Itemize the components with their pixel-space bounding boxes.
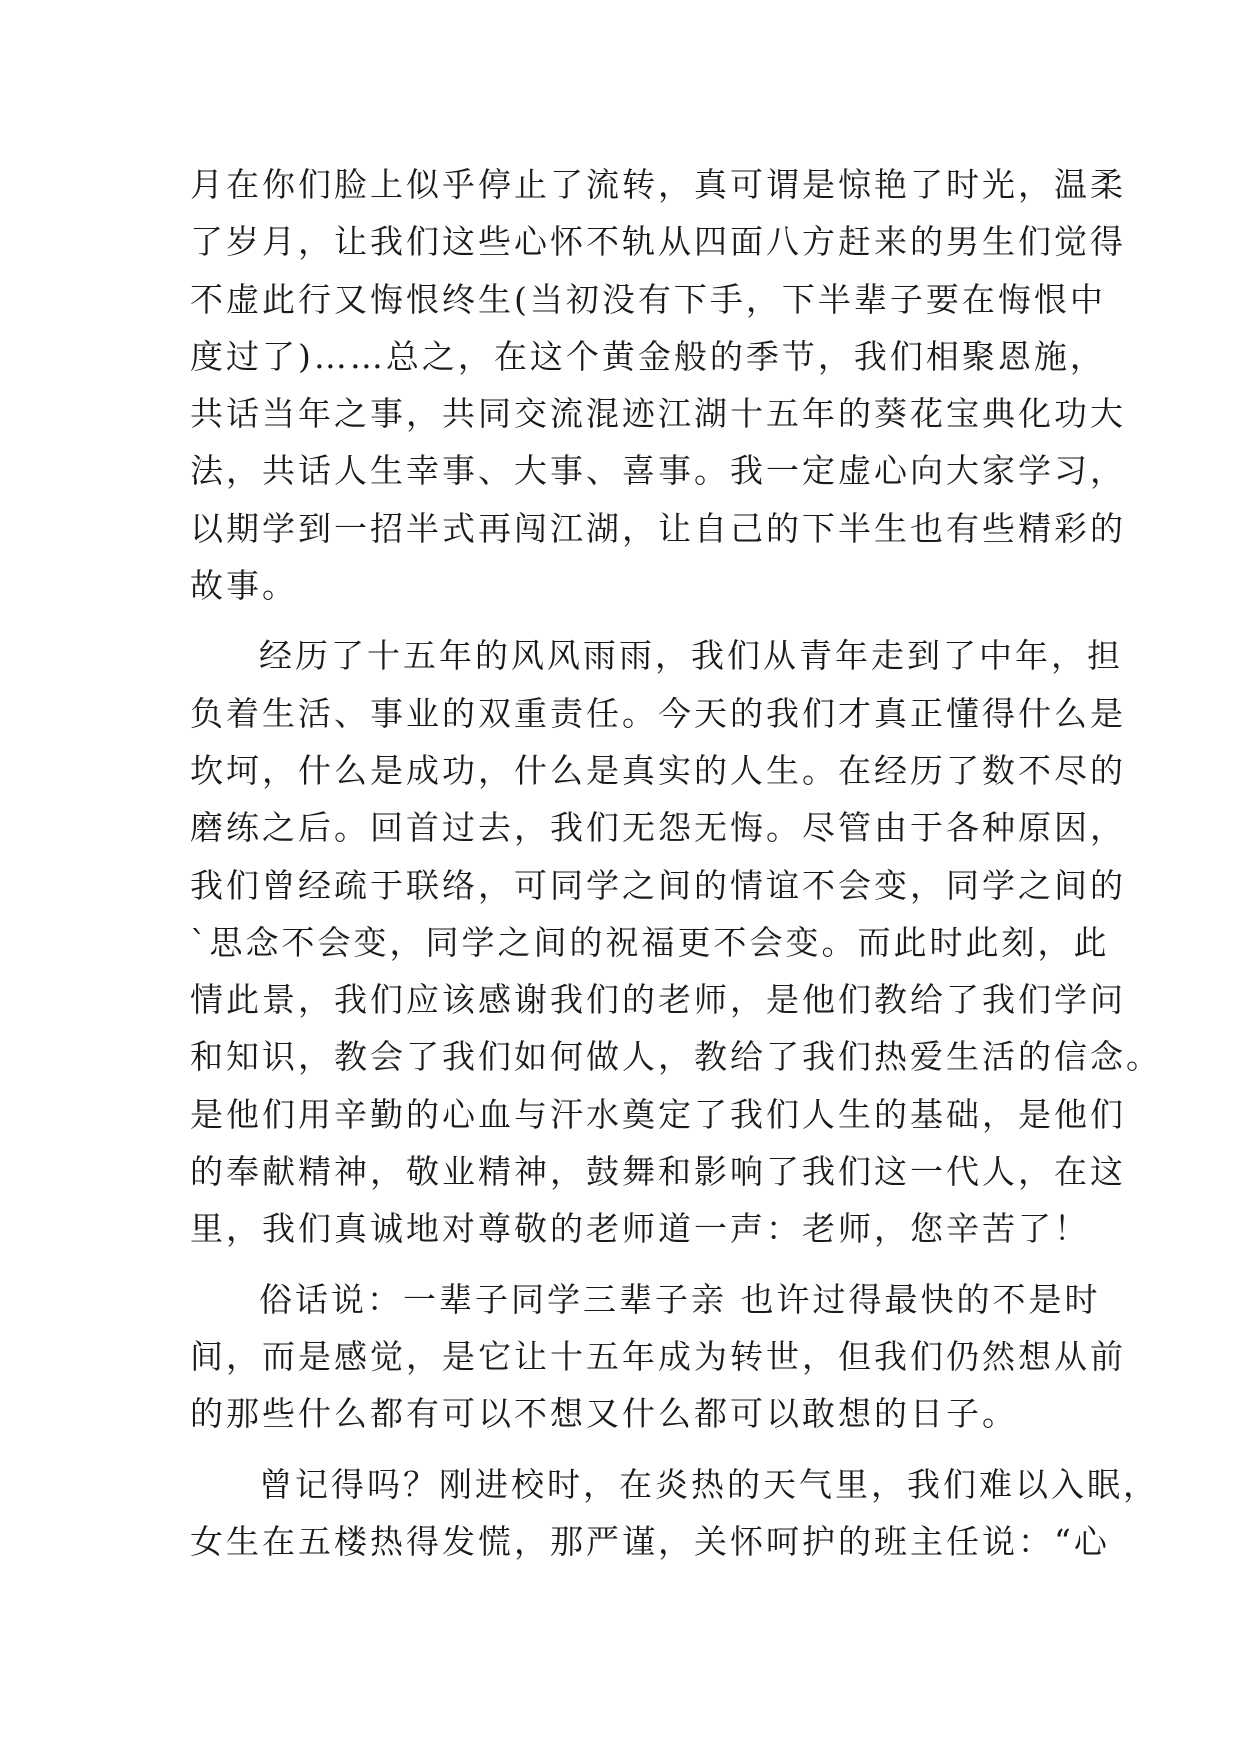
text-line: 磨练之后。回首过去，我们无怨无悔。尽管由于各种原因，	[190, 808, 1126, 848]
text-line: 月在你们脸上似乎停止了流转，真可谓是惊艳了时光，温柔	[190, 165, 1126, 204]
text-line: 的奉献精神，敬业精神，鼓舞和影响了我们这一代人，在这	[190, 1152, 1126, 1192]
paragraph	[190, 156, 1126, 614]
text-line: `思念不会变，同学之间的祝福更不会变。而此时此刻，此	[190, 922, 1110, 962]
text-line: 共话当年之事，共同交流混迹江湖十五年的葵花宝典化功大	[190, 394, 1126, 434]
text-line: 度过了)……总之，在这个黄金般的季节，我们相聚恩施，	[190, 336, 1106, 376]
text-line: 俗话说：一辈子同学三辈子亲 也许过得最快的不是时	[259, 1279, 1101, 1319]
paragraph-spacing	[190, 1258, 1060, 1271]
paragraph	[190, 1271, 1126, 1443]
text-line: 是他们用辛勤的心血与汗水奠定了我们人生的基础，是他们	[190, 1094, 1126, 1134]
text-line: 坎坷，什么是成功，什么是真实的人生。在经历了数不尽的	[190, 750, 1126, 790]
text-line: 和知识，教会了我们如何做人，教给了我们热爱生活的信念。	[190, 1037, 1162, 1077]
paragraph	[190, 627, 1162, 1257]
text-line: 里，我们真诚地对尊敬的老师道一声：老师，您辛苦了！	[190, 1209, 1090, 1249]
text-line: 女生在五楼热得发慌，那严谨，关怀呵护的班主任说：“心	[190, 1521, 1110, 1561]
text-line: 我们曾经疏于联络，可同学之间的情谊不会变，同学之间的	[190, 865, 1126, 905]
paragraph-spacing	[190, 614, 1060, 627]
document-body	[190, 156, 1162, 1570]
text-line: 法，共话人生幸事、大事、喜事。我一定虚心向大家学习，	[190, 451, 1126, 491]
text-line: 故事。	[190, 566, 298, 606]
text-line: 以期学到一招半式再闯江湖，让自己的下半生也有些精彩的	[190, 508, 1126, 548]
text-line: 情此景，我们应该感谢我们的老师，是他们教给了我们学问	[190, 980, 1126, 1020]
text-line: 负着生活、事业的双重责任。今天的我们才真正懂得什么是	[190, 693, 1126, 733]
text-line: 曾记得吗？刚进校时，在炎热的天气里，我们难以入眠，	[259, 1464, 1159, 1504]
text-line: 了岁月，让我们这些心怀不轨从四面八方赶来的男生们觉得	[190, 222, 1126, 262]
paragraph-spacing	[190, 1443, 1060, 1456]
text-line: 不虚此行又悔恨终生(当初没有下手，下半辈子要在悔恨中	[190, 279, 1106, 319]
text-line: 经历了十五年的风风雨雨，我们从青年走到了中年，担	[259, 636, 1123, 676]
paragraph	[190, 1456, 1159, 1571]
text-line: 间，而是感觉，是它让十五年成为转世，但我们仍然想从前	[190, 1336, 1126, 1376]
text-line: 的那些什么都有可以不想又什么都可以敢想的日子。	[190, 1394, 1018, 1434]
